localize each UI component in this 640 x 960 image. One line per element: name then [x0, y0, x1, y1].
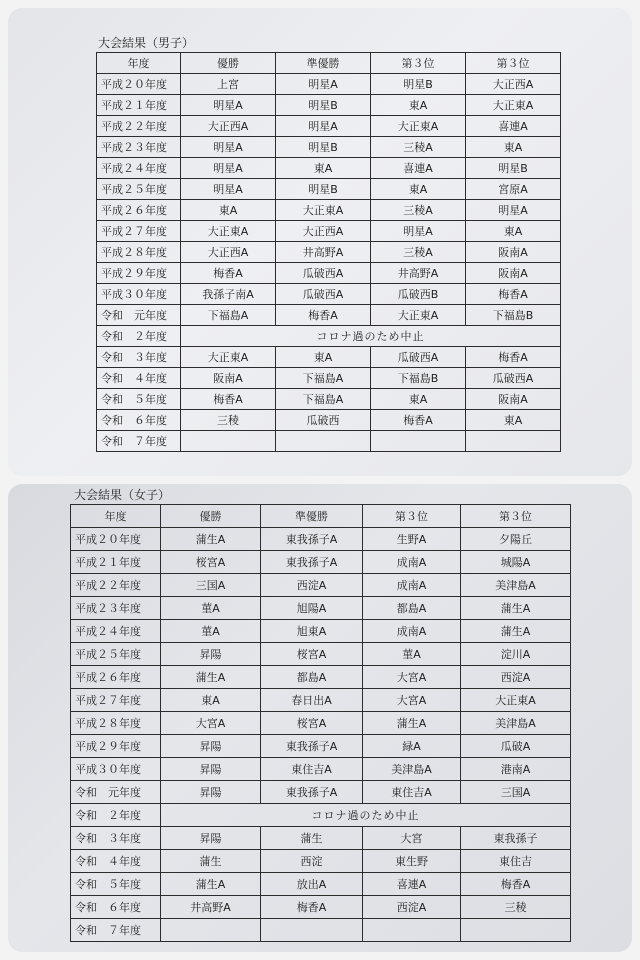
runner-up-cell: 大正西A — [276, 221, 371, 242]
winner-cell: 明星A — [181, 179, 276, 200]
runner-up-cell: 旭東A — [261, 620, 363, 643]
cancelled-notice: コロナ過のため中止 — [161, 804, 571, 827]
year-cell: 平成３０年度 — [71, 758, 161, 781]
third-place-cell: 大宮A — [363, 689, 461, 712]
table-row — [97, 74, 561, 95]
table-row — [71, 804, 571, 827]
girls-header-row — [71, 505, 571, 528]
third-place-cell: 成南A — [363, 551, 461, 574]
header-third-place: 第３位 — [466, 53, 561, 74]
third-place-cell: 東A — [371, 179, 466, 200]
winner-cell: 明星A — [181, 137, 276, 158]
third-place-cell: 梅香A — [461, 873, 571, 896]
third-place-cell: 美津島A — [461, 712, 571, 735]
winner-cell: 蒲生A — [161, 528, 261, 551]
table-row — [97, 95, 561, 116]
table-row — [71, 827, 571, 850]
runner-up-cell: 春日出A — [261, 689, 363, 712]
third-place-cell: 下福島B — [466, 305, 561, 326]
header-runner-up: 準優勝 — [261, 505, 363, 528]
runner-up-cell: 東我孫子A — [261, 735, 363, 758]
year-cell: 平成２３年度 — [71, 597, 161, 620]
third-place-cell: 阪南A — [466, 263, 561, 284]
third-place-cell: 瓜破A — [461, 735, 571, 758]
winner-cell — [181, 431, 276, 452]
year-cell: 平成３０年度 — [97, 284, 181, 305]
third-place-cell: 梅香A — [466, 347, 561, 368]
table-row — [71, 850, 571, 873]
runner-up-cell — [276, 431, 371, 452]
third-place-cell: 西淀A — [461, 666, 571, 689]
year-cell: 令和 元年度 — [71, 781, 161, 804]
third-place-cell: 東生野 — [363, 850, 461, 873]
runner-up-cell: 明星A — [276, 116, 371, 137]
table-row — [71, 735, 571, 758]
header-year: 年度 — [71, 505, 161, 528]
third-place-cell: 瓜破西A — [371, 347, 466, 368]
third-place-cell: 梅香A — [371, 410, 466, 431]
table-row — [97, 389, 561, 410]
winner-cell: 蒲生A — [161, 873, 261, 896]
year-cell: 平成２１年度 — [97, 95, 181, 116]
girls-results-photo — [8, 484, 632, 952]
table-row — [71, 689, 571, 712]
table-row — [71, 597, 571, 620]
year-cell: 令和 ４年度 — [97, 368, 181, 389]
table-row — [71, 643, 571, 666]
winner-cell: 三稜 — [181, 410, 276, 431]
table-row — [97, 347, 561, 368]
third-place-cell: 都島A — [363, 597, 461, 620]
year-cell: 平成２１年度 — [71, 551, 161, 574]
table-row — [71, 620, 571, 643]
third-place-cell: 阪南A — [466, 389, 561, 410]
runner-up-cell: 西淀A — [261, 574, 363, 597]
runner-up-cell: 梅香A — [276, 305, 371, 326]
boys-results-table — [96, 52, 561, 452]
runner-up-cell: 西淀 — [261, 850, 363, 873]
runner-up-cell — [261, 919, 363, 942]
table-row — [71, 666, 571, 689]
girls-results-title: 大会結果（女子） — [74, 488, 171, 502]
winner-cell: 蒲生 — [161, 850, 261, 873]
year-cell: 平成２８年度 — [71, 712, 161, 735]
year-cell: 令和 ７年度 — [97, 431, 181, 452]
third-place-cell: 港南A — [461, 758, 571, 781]
third-place-cell: 東住吉A — [363, 781, 461, 804]
third-place-cell: 三稜A — [371, 137, 466, 158]
runner-up-cell: 大正東A — [276, 200, 371, 221]
table-row — [97, 137, 561, 158]
table-row — [71, 551, 571, 574]
third-place-cell: 成南A — [363, 574, 461, 597]
third-place-cell: 梅香A — [466, 284, 561, 305]
table-row — [97, 410, 561, 431]
third-place-cell: 明星B — [371, 74, 466, 95]
third-place-cell: 喜連A — [363, 873, 461, 896]
runner-up-cell: 東我孫子A — [261, 781, 363, 804]
third-place-cell: 大正東A — [371, 305, 466, 326]
third-place-cell: 三国A — [461, 781, 571, 804]
header-third-place: 第３位 — [363, 505, 461, 528]
table-row — [97, 200, 561, 221]
winner-cell: 昇陽 — [161, 781, 261, 804]
runner-up-cell: 明星B — [276, 179, 371, 200]
year-cell: 平成２２年度 — [71, 574, 161, 597]
third-place-cell: 夕陽丘 — [461, 528, 571, 551]
header-year: 年度 — [97, 53, 181, 74]
third-place-cell — [363, 919, 461, 942]
year-cell: 令和 ５年度 — [71, 873, 161, 896]
third-place-cell: 蒲生A — [363, 712, 461, 735]
table-row — [97, 116, 561, 137]
year-cell: 令和 ３年度 — [97, 347, 181, 368]
year-cell: 令和 ７年度 — [71, 919, 161, 942]
runner-up-cell: 瓜破西A — [276, 284, 371, 305]
year-cell: 平成２８年度 — [97, 242, 181, 263]
girls-results-table — [70, 504, 571, 942]
table-row — [71, 919, 571, 942]
cancelled-notice: コロナ過のため中止 — [181, 326, 561, 347]
third-place-cell: 瓜破西B — [371, 284, 466, 305]
third-place-cell: 三稜 — [461, 896, 571, 919]
third-place-cell: 明星A — [371, 221, 466, 242]
table-row — [71, 574, 571, 597]
third-place-cell — [461, 919, 571, 942]
runner-up-cell: 瓜破西 — [276, 410, 371, 431]
winner-cell: 菫A — [161, 620, 261, 643]
year-cell: 平成２０年度 — [97, 74, 181, 95]
third-place-cell: 淀川A — [461, 643, 571, 666]
winner-cell: 井高野A — [161, 896, 261, 919]
table-row — [97, 179, 561, 200]
third-place-cell: 三稜A — [371, 200, 466, 221]
year-cell: 平成２４年度 — [71, 620, 161, 643]
winner-cell: 大正西A — [181, 242, 276, 263]
winner-cell: 梅香A — [181, 263, 276, 284]
winner-cell: 明星A — [181, 95, 276, 116]
year-cell: 平成２２年度 — [97, 116, 181, 137]
runner-up-cell: 明星B — [276, 137, 371, 158]
year-cell: 平成２０年度 — [71, 528, 161, 551]
runner-up-cell: 東住吉A — [261, 758, 363, 781]
winner-cell: 昇陽 — [161, 643, 261, 666]
third-place-cell: 瓜破西A — [466, 368, 561, 389]
third-place-cell — [371, 431, 466, 452]
winner-cell: 下福島A — [181, 305, 276, 326]
runner-up-cell: 東我孫子A — [261, 551, 363, 574]
table-row — [97, 368, 561, 389]
winner-cell: 我孫子南A — [181, 284, 276, 305]
table-row — [71, 528, 571, 551]
year-cell: 平成２６年度 — [97, 200, 181, 221]
third-place-cell: 蒲生A — [461, 597, 571, 620]
runner-up-cell: 桜宮A — [261, 643, 363, 666]
runner-up-cell: 東A — [276, 158, 371, 179]
year-cell: 令和 ６年度 — [71, 896, 161, 919]
runner-up-cell: 瓜破西A — [276, 263, 371, 284]
third-place-cell: 美津島A — [461, 574, 571, 597]
year-cell: 令和 ４年度 — [71, 850, 161, 873]
runner-up-cell: 梅香A — [261, 896, 363, 919]
winner-cell: 三国A — [161, 574, 261, 597]
header-winner: 優勝 — [181, 53, 276, 74]
boys-header-row — [97, 53, 561, 74]
runner-up-cell: 東我孫子A — [261, 528, 363, 551]
year-cell: 平成２９年度 — [71, 735, 161, 758]
table-row — [97, 242, 561, 263]
table-row — [97, 158, 561, 179]
runner-up-cell: 明星A — [276, 74, 371, 95]
runner-up-cell: 旭陽A — [261, 597, 363, 620]
third-place-cell: 東A — [371, 95, 466, 116]
year-cell: 令和 ２年度 — [71, 804, 161, 827]
third-place-cell: 成南A — [363, 620, 461, 643]
year-cell: 平成２５年度 — [71, 643, 161, 666]
table-row — [97, 284, 561, 305]
table-row — [97, 263, 561, 284]
winner-cell: 昇陽 — [161, 735, 261, 758]
third-place-cell: 東A — [466, 221, 561, 242]
third-place-cell: 東A — [371, 389, 466, 410]
header-runner-up: 準優勝 — [276, 53, 371, 74]
boys-results-title: 大会結果（男子） — [98, 36, 195, 50]
winner-cell: 上宮 — [181, 74, 276, 95]
third-place-cell: 東A — [466, 410, 561, 431]
year-cell: 令和 ３年度 — [71, 827, 161, 850]
third-place-cell: 大正西A — [466, 74, 561, 95]
third-place-cell: 喜連A — [371, 158, 466, 179]
runner-up-cell: 放出A — [261, 873, 363, 896]
runner-up-cell: 東A — [276, 347, 371, 368]
third-place-cell: 大宮 — [363, 827, 461, 850]
winner-cell: 梅香A — [181, 389, 276, 410]
table-row — [71, 873, 571, 896]
year-cell: 平成２６年度 — [71, 666, 161, 689]
winner-cell: 昇陽 — [161, 827, 261, 850]
table-row — [97, 305, 561, 326]
third-place-cell: 蒲生A — [461, 620, 571, 643]
winner-cell — [161, 919, 261, 942]
runner-up-cell: 下福島A — [276, 368, 371, 389]
runner-up-cell: 蒲生 — [261, 827, 363, 850]
third-place-cell: 宮原A — [466, 179, 561, 200]
year-cell: 令和 ５年度 — [97, 389, 181, 410]
third-place-cell: 三稜A — [371, 242, 466, 263]
year-cell: 令和 元年度 — [97, 305, 181, 326]
third-place-cell: 東住吉 — [461, 850, 571, 873]
header-third-place: 第３位 — [371, 53, 466, 74]
third-place-cell: 喜連A — [466, 116, 561, 137]
third-place-cell: 明星B — [466, 158, 561, 179]
boys-results-photo — [8, 8, 632, 476]
winner-cell: 阪南A — [181, 368, 276, 389]
third-place-cell: 下福島B — [371, 368, 466, 389]
third-place-cell: 大正東A — [461, 689, 571, 712]
third-place-cell: 城陽A — [461, 551, 571, 574]
third-place-cell: 緑A — [363, 735, 461, 758]
winner-cell: 大宮A — [161, 712, 261, 735]
table-row — [97, 326, 561, 347]
third-place-cell: 阪南A — [466, 242, 561, 263]
table-row — [71, 781, 571, 804]
third-place-cell: 大正東A — [371, 116, 466, 137]
year-cell: 令和 ２年度 — [97, 326, 181, 347]
third-place-cell: 美津島A — [363, 758, 461, 781]
winner-cell: 菫A — [161, 597, 261, 620]
year-cell: 平成２７年度 — [97, 221, 181, 242]
third-place-cell: 大正東A — [466, 95, 561, 116]
winner-cell: 蒲生A — [161, 666, 261, 689]
table-row — [97, 221, 561, 242]
winner-cell: 東A — [181, 200, 276, 221]
header-winner: 優勝 — [161, 505, 261, 528]
table-row — [71, 712, 571, 735]
winner-cell: 東A — [161, 689, 261, 712]
third-place-cell: 西淀A — [363, 896, 461, 919]
third-place-cell — [466, 431, 561, 452]
runner-up-cell: 桜宮A — [261, 712, 363, 735]
third-place-cell: 東A — [466, 137, 561, 158]
winner-cell: 昇陽 — [161, 758, 261, 781]
runner-up-cell: 都島A — [261, 666, 363, 689]
third-place-cell: 明星A — [466, 200, 561, 221]
runner-up-cell: 井高野A — [276, 242, 371, 263]
third-place-cell: 生野A — [363, 528, 461, 551]
third-place-cell: 菫A — [363, 643, 461, 666]
winner-cell: 明星A — [181, 158, 276, 179]
table-row — [71, 896, 571, 919]
year-cell: 平成２４年度 — [97, 158, 181, 179]
third-place-cell: 大宮A — [363, 666, 461, 689]
runner-up-cell: 明星B — [276, 95, 371, 116]
table-row — [97, 431, 561, 452]
winner-cell: 大正東A — [181, 221, 276, 242]
winner-cell: 桜宮A — [161, 551, 261, 574]
year-cell: 平成２９年度 — [97, 263, 181, 284]
runner-up-cell: 下福島A — [276, 389, 371, 410]
header-third-place: 第３位 — [461, 505, 571, 528]
year-cell: 令和 ６年度 — [97, 410, 181, 431]
table-row — [71, 758, 571, 781]
third-place-cell: 井高野A — [371, 263, 466, 284]
year-cell: 平成２５年度 — [97, 179, 181, 200]
winner-cell: 大正東A — [181, 347, 276, 368]
year-cell: 平成２３年度 — [97, 137, 181, 158]
third-place-cell: 東我孫子 — [461, 827, 571, 850]
winner-cell: 大正西A — [181, 116, 276, 137]
year-cell: 平成２７年度 — [71, 689, 161, 712]
